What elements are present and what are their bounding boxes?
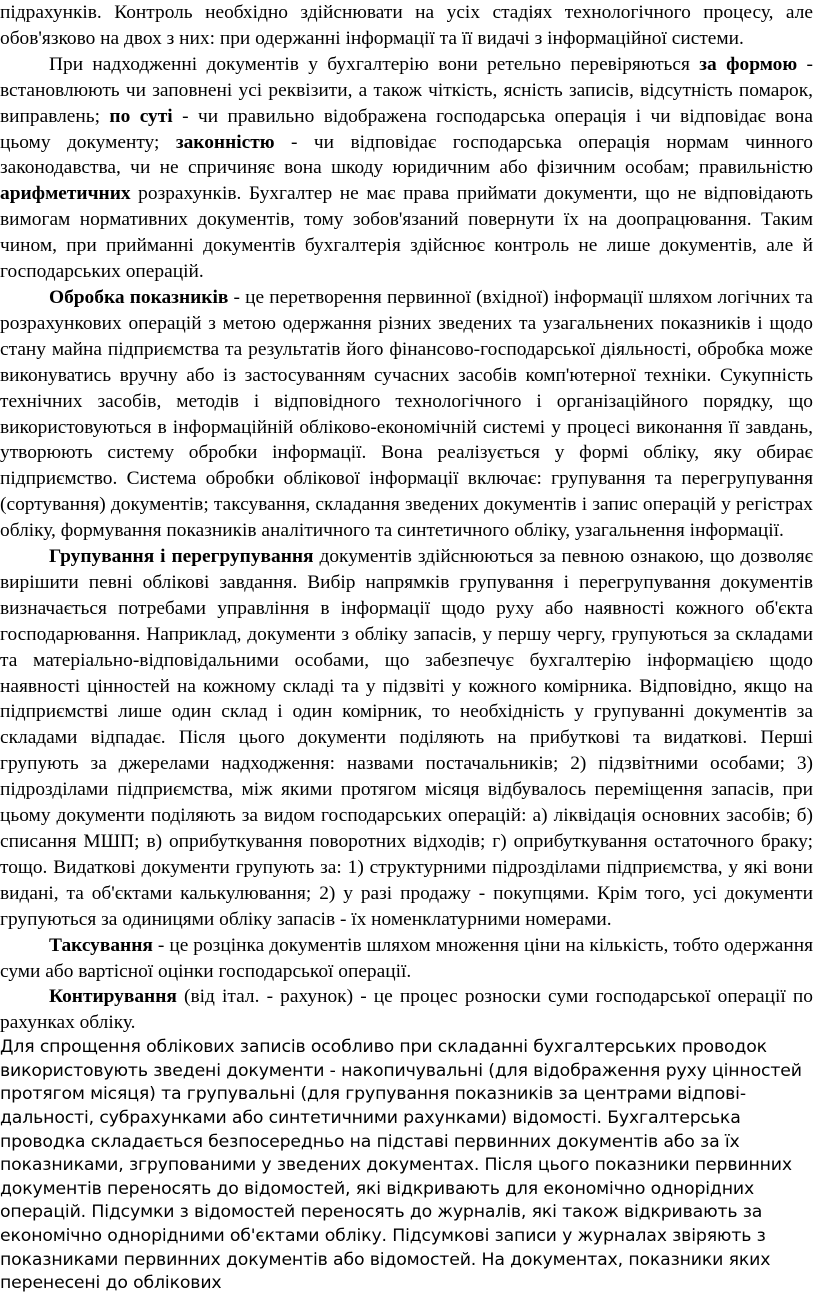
bold-term-form: за формою	[699, 53, 798, 75]
paragraph-text: - встановлюють чи заповнені усі реквізити, а також чіткість, ясність записів, відсутність помарок, виправлень;	[0, 53, 814, 127]
bold-term-arithmetic: арифметичних	[0, 183, 131, 205]
text-line: економічно однорідними об'єктами обліку. Підсумкові записи у журналах звіряють з	[0, 1226, 766, 1246]
text-line: дальності, субрахунками або синтетичними рахунками) відомості. Бухгалтерська	[0, 1108, 741, 1129]
paragraph-text: - чи правильно відображена господарська операція і чи відповідає вона цьому документу;	[0, 105, 813, 153]
text-line: проводка складається безпосередньо на підставі первинних документів або за їх	[0, 1131, 740, 1152]
paragraph-text: документів здійснюються за певною ознакою, що дозволяє вирішити певні облікові завдання. Вибір напрямків групування і перегрупування документів визначається потребами управління в інформації щодо руху або наявності кожного об'єкта господарювання. Наприклад, документи з обліку запасів, у першу чергу, групуються за складами та матеріально-відповідальними особами, що забезпечує бухгалтерію інформацією щодо наявності цінностей на кожному складі та у підзвіті у кожного комірника. Відповідно, якщо на підприємстві лише один склад і один комірник, то необхідність у групуванні документів за складами відпадає. Після цього документи поділяють на прибуткові та видаткові. Перші групують за джерелами надходження: назвами постачальників; 2) підзвітними особами; 3) підрозділами підприємства, між якими протягом місяця відбувалось переміщення запасів, при цьому документи поділяють за видом господарських операцій: а) ліквідація основних засобів; б) списання МШП; в) оприбуткування поворотних відходів; г) оприбуткування остаточного браку; тощо. Видаткові документи групують за: 1) структурними підрозділами підприємства, у які вони видані, та об'єктами калькулювання; 2) у разі продажу - покупцями. Крім того, усі документи групуються за одиницями обліку запасів - їх номенклатурними номерами.	[0, 546, 813, 930]
bold-term-grouping: Групування і перегрупування	[49, 546, 314, 568]
paragraph-summary-documents	[0, 1036, 816, 1296]
bold-term-indicator-processing: Обробка показників	[49, 286, 229, 308]
paragraph-text: (від італ. - рахунок) - це процес розноски суми господарської операції по рахунках обліку.	[0, 986, 813, 1034]
paragraph-text: - це розцінка документів шляхом множення ціни на кількість, тобто одержання суми або вартісної оцінки господарської операції.	[0, 934, 813, 982]
text-line: Для спрощення облікових записів особливо при складанні бухгалтерських проводок	[0, 1037, 767, 1058]
text-line: перенесені до облікових	[0, 1273, 222, 1294]
text-line: документів переносять до відомостей, які відкривають для економічно однорідних	[0, 1178, 755, 1199]
bold-term-contirovanie: Контирування	[49, 986, 177, 1008]
paragraph-text: підрахунків. Контроль необхідно здійснювати на усіх стадіях технологічного процесу, але обов'язково на двох з них: при одержанні інформації та її видачі з інформаційної системи.	[0, 2, 813, 49]
paragraph-contirovanie	[0, 984, 816, 1036]
paragraph-indicator-processing	[0, 285, 816, 544]
paragraph-control-continuation	[0, 0, 816, 52]
bold-term-taxation: Таксування	[49, 934, 153, 956]
text-line: показниками первинних документів або відомостей. На документах, показники яких	[0, 1249, 771, 1270]
text-line: операцій. Підсумки з відомостей переносять до журналів, які також відкривають за	[0, 1202, 763, 1223]
text-line: показниками, згрупованими у зведених документах. Після цього показники первинних	[0, 1155, 792, 1176]
paragraph-taxation	[0, 933, 816, 985]
paragraph-text: розрахунків. Бухгалтер не має права приймати документи, що не відповідають вимогам нормативних документів, тому зобов'язаний повернути їх на доопрацювання. Таким чином, при прийманні документів бухгалтерія здійснює контроль не лише документів, але й господарських операцій.	[0, 183, 813, 283]
paragraph-text: - це перетворення первинної (вхідної) інформації шляхом логічних та розрахункових операцій з метою одержання різних зведених та узагальнених показників і щодо стану майна підприємства та результатів його фінансово-господарської діяльності, обробка може виконуватись вручну або із застосуванням сучасних засобів комп'ютерної техніки. Сукупність технічних засобів, методів і відповідного технологічного і організаційного порядку, що використовуються в інформаційній обліково-економічній системі у процесі виконання її завдань, утворюють систему обробки інформації. Вона реалізується у формі обліку, яку обирає підприємство. Система обробки облікової інформації включає: групування та перегрупування (сортування) документів; таксування, складання зведених документів і запис операцій у регістрах обліку, формування показників аналітичного та синтетичного обліку, узагальнення інформації.	[0, 286, 814, 542]
text-line: використовують зведені документи - накопичувальні (для відображення руху цінностей	[0, 1060, 802, 1081]
text-line: протягом місяця) та групувальні (для групування показників за центрами відпові-	[0, 1084, 746, 1105]
bold-term-legality: законністю	[175, 131, 275, 153]
bold-term-substance: по суті	[109, 105, 173, 127]
paragraph-text: При надходженні документів у бухгалтерію вони ретельно перевіряються	[49, 53, 700, 75]
paragraph-grouping	[0, 544, 816, 933]
paragraph-text: - чи відповідає господарська операція нормам чинного законодавства, чи не спричиняє вона шкоду юридичним або фізичним особам; правильністю	[0, 131, 813, 179]
paragraph-document-verification	[0, 52, 816, 285]
